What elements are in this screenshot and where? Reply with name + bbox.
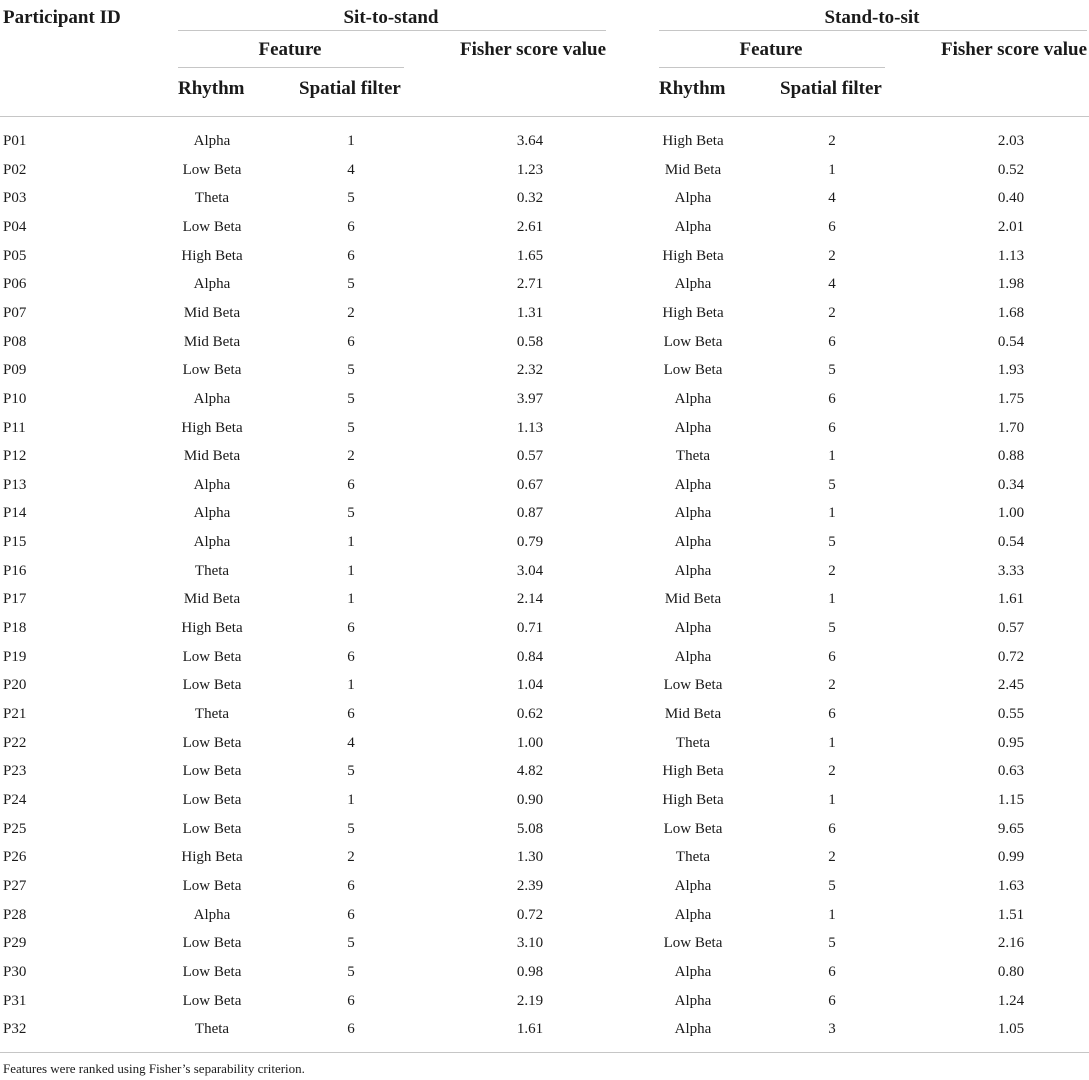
stand-fisher-score-cell: 1.70 xyxy=(997,420,1025,436)
sit-spatial-filter-cell: 2 xyxy=(347,305,355,321)
sit-spatial-filter-cell: 1 xyxy=(347,563,355,579)
sit-fisher-score-cell: 0.32 xyxy=(516,190,544,206)
participant-id-cell: P17 xyxy=(3,591,27,607)
participant-id-cell: P08 xyxy=(3,334,27,350)
stand-fisher-score-cell: 1.93 xyxy=(997,362,1025,378)
stand-spatial-filter-cell: 6 xyxy=(828,821,836,837)
sit-spatial-filter-cell: 6 xyxy=(347,219,355,235)
sit-fisher-score-cell: 2.39 xyxy=(516,878,544,894)
sit-spatial-filter-cell: 5 xyxy=(347,964,355,980)
stand-rhythm-cell: Low Beta xyxy=(663,821,723,837)
stand-fisher-score-cell: 1.63 xyxy=(997,878,1025,894)
sit-rhythm-cell: Theta xyxy=(194,1021,230,1037)
stand-rhythm-cell: Alpha xyxy=(674,219,712,235)
participant-id-cell: P20 xyxy=(3,677,27,693)
participant-id-cell: P01 xyxy=(3,133,27,149)
sit-rhythm-cell: Low Beta xyxy=(182,649,242,665)
stand-spatial-filter-cell: 5 xyxy=(828,362,836,378)
stand-rhythm-cell: High Beta xyxy=(662,248,724,264)
sit-rhythm-cell: Low Beta xyxy=(182,735,242,751)
sit-spatial-filter-cell: 6 xyxy=(347,477,355,493)
stand-fisher-score-cell: 1.68 xyxy=(997,305,1025,321)
participant-id-cell: P15 xyxy=(3,534,27,550)
participant-id-cell: P09 xyxy=(3,362,27,378)
stand-fisher-score-cell: 0.95 xyxy=(997,735,1025,751)
sit-rhythm-cell: Low Beta xyxy=(182,219,242,235)
sit-rhythm-cell: Alpha xyxy=(193,907,231,923)
sit-spatial-filter-cell: 4 xyxy=(347,735,355,751)
sit-rhythm-cell: Low Beta xyxy=(182,792,242,808)
stand-fisher-score-cell: 0.34 xyxy=(997,477,1025,493)
stand-spatial-filter-cell: 4 xyxy=(828,190,836,206)
sit-fisher-score-cell: 4.82 xyxy=(516,763,544,779)
stand-fisher-score-cell: 3.33 xyxy=(997,563,1025,579)
stand-fisher-score-cell: 2.01 xyxy=(997,219,1025,235)
stand-spatial-filter-cell: 2 xyxy=(828,133,836,149)
sit-to-stand-header: Sit-to-stand xyxy=(343,7,439,28)
stand-fisher-score-cell: 1.51 xyxy=(997,907,1025,923)
sit-rhythm-cell: Mid Beta xyxy=(183,591,241,607)
sit-rhythm-cell: Alpha xyxy=(193,133,231,149)
stand-rhythm-cell: Alpha xyxy=(674,420,712,436)
sit-spatial-filter-cell: 1 xyxy=(347,591,355,607)
stand-rhythm-cell: Alpha xyxy=(674,505,712,521)
sit-fisher-score-cell: 2.14 xyxy=(516,591,544,607)
stand-fisher-score-cell: 1.00 xyxy=(997,505,1025,521)
sit-rhythm-cell: Low Beta xyxy=(182,362,242,378)
sit-rhythm-cell: High Beta xyxy=(181,248,243,264)
sit-feature-header: Feature xyxy=(258,39,322,60)
participant-id-cell: P16 xyxy=(3,563,27,579)
sit-fisher-score-cell: 1.30 xyxy=(516,849,544,865)
sit-spatial-filter-cell: 6 xyxy=(347,649,355,665)
sit-spatial-filter-cell: 2 xyxy=(347,448,355,464)
participant-id-cell: P18 xyxy=(3,620,27,636)
stand-rhythm-cell: Mid Beta xyxy=(664,162,722,178)
stand-spatial-filter-cell: 6 xyxy=(828,391,836,407)
sit-fisher-score-cell: 1.04 xyxy=(516,677,544,693)
stand-fisher-score-cell: 1.75 xyxy=(997,391,1025,407)
stand-fisher-score-cell: 1.05 xyxy=(997,1021,1025,1037)
participant-id-cell: P30 xyxy=(3,964,27,980)
sit-rhythm-cell: Mid Beta xyxy=(183,334,241,350)
sit-fisher-score-cell: 0.90 xyxy=(516,792,544,808)
stand-rhythm-cell: Low Beta xyxy=(663,677,723,693)
participant-id-cell: P23 xyxy=(3,763,27,779)
stand-spatial-filter-cell: 6 xyxy=(828,334,836,350)
participant-id-cell: P28 xyxy=(3,907,27,923)
participant-id-cell: P21 xyxy=(3,706,27,722)
stand-spatial-filter-cell: 2 xyxy=(828,763,836,779)
sit-rhythm-cell: Low Beta xyxy=(182,993,242,1009)
stand-spatial-filter-cell: 2 xyxy=(828,248,836,264)
stand-rhythm-cell: Alpha xyxy=(674,620,712,636)
sit-fisher-score-cell: 0.57 xyxy=(516,448,544,464)
table-bottom-rule xyxy=(0,1052,1089,1053)
participant-id-cell: P27 xyxy=(3,878,27,894)
participant-id-cell: P11 xyxy=(3,420,26,436)
sit-spatial-filter-cell: 5 xyxy=(347,276,355,292)
participant-id-cell: P26 xyxy=(3,849,27,865)
stand-spatial-filter-cell: 6 xyxy=(828,706,836,722)
sit-spatial-filter-cell: 1 xyxy=(347,792,355,808)
stand-spatial-filter-cell: 2 xyxy=(828,849,836,865)
stand-spatial-filter-cell: 5 xyxy=(828,620,836,636)
table-footnote: Features were ranked using Fisher’s separability criterion. xyxy=(3,1061,305,1076)
sit-fisher-score-cell: 2.61 xyxy=(516,219,544,235)
sit-spatial-filter-cell: 4 xyxy=(347,162,355,178)
stand-spatial-filter-cell: 5 xyxy=(828,534,836,550)
stand-fisher-score-cell: 2.45 xyxy=(997,677,1025,693)
header-bottom-rule xyxy=(0,116,1089,117)
participant-id-cell: P03 xyxy=(3,190,27,206)
stand-rhythm-cell: Alpha xyxy=(674,563,712,579)
sit-fisher-score-cell: 1.61 xyxy=(516,1021,544,1037)
stand-spatial-filter-cell: 2 xyxy=(828,305,836,321)
stand-feature-rule xyxy=(659,67,885,68)
sit-spatial-filter-cell: 1 xyxy=(347,677,355,693)
sit-spatial-filter-cell: 6 xyxy=(347,878,355,894)
stand-to-sit-header: Stand-to-sit xyxy=(824,7,920,28)
sit-spatial-filter-cell: 6 xyxy=(347,706,355,722)
participant-id-cell: P07 xyxy=(3,305,27,321)
stand-rhythm-cell: High Beta xyxy=(662,305,724,321)
stand-fisher-score-cell: 9.65 xyxy=(997,821,1025,837)
stand-rhythm-cell: Low Beta xyxy=(663,334,723,350)
stand-fisher-score-cell: 0.63 xyxy=(997,763,1025,779)
sit-fisher-header: Fisher score value xyxy=(460,39,606,60)
stand-fisher-score-cell: 0.55 xyxy=(997,706,1025,722)
stand-rhythm-cell: Theta xyxy=(675,735,711,751)
sit-rhythm-cell: High Beta xyxy=(181,849,243,865)
sit-rhythm-cell: Theta xyxy=(194,563,230,579)
participant-id-cell: P25 xyxy=(3,821,27,837)
sit-to-stand-rule xyxy=(178,30,606,31)
sit-fisher-score-cell: 1.13 xyxy=(516,420,544,436)
sit-spatial-filter-cell: 5 xyxy=(347,821,355,837)
stand-spatial-filter-cell: 6 xyxy=(828,219,836,235)
sit-spatial-filter-cell: 5 xyxy=(347,362,355,378)
sit-rhythm-cell: Theta xyxy=(194,706,230,722)
stand-spatial-filter-cell: 1 xyxy=(828,162,836,178)
stand-spatial-filter-header: Spatial filter xyxy=(780,78,882,99)
sit-fisher-score-cell: 0.62 xyxy=(516,706,544,722)
stand-fisher-score-cell: 0.99 xyxy=(997,849,1025,865)
sit-rhythm-cell: Theta xyxy=(194,190,230,206)
participant-id-cell: P05 xyxy=(3,248,27,264)
stand-fisher-score-cell: 1.61 xyxy=(997,591,1025,607)
sit-spatial-filter-cell: 5 xyxy=(347,190,355,206)
stand-rhythm-cell: Low Beta xyxy=(663,362,723,378)
stand-rhythm-cell: Mid Beta xyxy=(664,706,722,722)
sit-fisher-score-cell: 0.87 xyxy=(516,505,544,521)
participant-id-cell: P19 xyxy=(3,649,27,665)
stand-spatial-filter-cell: 5 xyxy=(828,878,836,894)
sit-spatial-filter-cell: 5 xyxy=(347,505,355,521)
sit-spatial-filter-cell: 5 xyxy=(347,763,355,779)
stand-to-sit-rule xyxy=(659,30,1087,31)
stand-spatial-filter-cell: 6 xyxy=(828,964,836,980)
stand-rhythm-cell: Alpha xyxy=(674,391,712,407)
stand-rhythm-cell: Alpha xyxy=(674,964,712,980)
sit-rhythm-cell: Mid Beta xyxy=(183,305,241,321)
sit-fisher-score-cell: 1.00 xyxy=(516,735,544,751)
stand-spatial-filter-cell: 1 xyxy=(828,448,836,464)
stand-spatial-filter-cell: 5 xyxy=(828,477,836,493)
stand-rhythm-cell: Alpha xyxy=(674,993,712,1009)
participant-id-cell: P31 xyxy=(3,993,27,1009)
stand-fisher-score-cell: 0.52 xyxy=(997,162,1025,178)
stand-rhythm-header: Rhythm xyxy=(659,78,726,99)
stand-fisher-score-cell: 0.80 xyxy=(997,964,1025,980)
stand-fisher-score-cell: 1.15 xyxy=(997,792,1025,808)
stand-rhythm-cell: Mid Beta xyxy=(664,591,722,607)
sit-fisher-score-cell: 0.84 xyxy=(516,649,544,665)
sit-spatial-filter-cell: 6 xyxy=(347,1021,355,1037)
sit-rhythm-cell: Low Beta xyxy=(182,935,242,951)
sit-rhythm-cell: Low Beta xyxy=(182,162,242,178)
sit-spatial-filter-cell: 1 xyxy=(347,534,355,550)
sit-fisher-score-cell: 0.71 xyxy=(516,620,544,636)
stand-fisher-score-cell: 0.88 xyxy=(997,448,1025,464)
participant-id-cell: P10 xyxy=(3,391,27,407)
sit-rhythm-cell: Low Beta xyxy=(182,821,242,837)
stand-fisher-score-cell: 1.98 xyxy=(997,276,1025,292)
stand-fisher-score-cell: 2.16 xyxy=(997,935,1025,951)
sit-spatial-filter-cell: 1 xyxy=(347,133,355,149)
stand-rhythm-cell: Alpha xyxy=(674,649,712,665)
sit-rhythm-cell: Alpha xyxy=(193,391,231,407)
sit-fisher-score-cell: 0.98 xyxy=(516,964,544,980)
sit-fisher-score-cell: 1.65 xyxy=(516,248,544,264)
stand-rhythm-cell: Theta xyxy=(675,849,711,865)
stand-fisher-header: Fisher score value xyxy=(941,39,1087,60)
sit-rhythm-header: Rhythm xyxy=(178,78,245,99)
sit-spatial-filter-cell: 5 xyxy=(347,935,355,951)
stand-rhythm-cell: High Beta xyxy=(662,792,724,808)
stand-rhythm-cell: Theta xyxy=(675,448,711,464)
sit-fisher-score-cell: 3.97 xyxy=(516,391,544,407)
stand-rhythm-cell: Alpha xyxy=(674,190,712,206)
stand-fisher-score-cell: 1.24 xyxy=(997,993,1025,1009)
stand-fisher-score-cell: 1.13 xyxy=(997,248,1025,264)
sit-rhythm-cell: Low Beta xyxy=(182,964,242,980)
stand-fisher-score-cell: 0.54 xyxy=(997,534,1025,550)
participant-id-cell: P04 xyxy=(3,219,27,235)
participant-id-cell: P29 xyxy=(3,935,27,951)
stand-spatial-filter-cell: 6 xyxy=(828,993,836,1009)
stand-rhythm-cell: Alpha xyxy=(674,907,712,923)
stand-rhythm-cell: High Beta xyxy=(662,133,724,149)
stand-spatial-filter-cell: 5 xyxy=(828,935,836,951)
sit-spatial-filter-cell: 6 xyxy=(347,248,355,264)
stand-rhythm-cell: High Beta xyxy=(662,763,724,779)
stand-spatial-filter-cell: 3 xyxy=(828,1021,836,1037)
stand-rhythm-cell: Alpha xyxy=(674,534,712,550)
sit-rhythm-cell: Alpha xyxy=(193,477,231,493)
sit-spatial-filter-cell: 6 xyxy=(347,334,355,350)
sit-fisher-score-cell: 0.67 xyxy=(516,477,544,493)
sit-fisher-score-cell: 2.32 xyxy=(516,362,544,378)
sit-rhythm-cell: Alpha xyxy=(193,505,231,521)
sit-rhythm-cell: High Beta xyxy=(181,620,243,636)
stand-fisher-score-cell: 0.54 xyxy=(997,334,1025,350)
stand-rhythm-cell: Alpha xyxy=(674,276,712,292)
participant-id-cell: P32 xyxy=(3,1021,27,1037)
sit-spatial-filter-cell: 5 xyxy=(347,391,355,407)
sit-spatial-filter-cell: 5 xyxy=(347,420,355,436)
sit-fisher-score-cell: 5.08 xyxy=(516,821,544,837)
sit-fisher-score-cell: 3.04 xyxy=(516,563,544,579)
stand-spatial-filter-cell: 1 xyxy=(828,792,836,808)
stand-spatial-filter-cell: 1 xyxy=(828,907,836,923)
sit-fisher-score-cell: 2.71 xyxy=(516,276,544,292)
sit-feature-rule xyxy=(178,67,404,68)
stand-fisher-score-cell: 2.03 xyxy=(997,133,1025,149)
participant-id-cell: P22 xyxy=(3,735,27,751)
sit-fisher-score-cell: 3.64 xyxy=(516,133,544,149)
sit-fisher-score-cell: 2.19 xyxy=(516,993,544,1009)
stand-spatial-filter-cell: 6 xyxy=(828,649,836,665)
participant-id-cell: P24 xyxy=(3,792,27,808)
stand-fisher-score-cell: 0.72 xyxy=(997,649,1025,665)
participant-id-cell: P13 xyxy=(3,477,27,493)
sit-fisher-score-cell: 1.23 xyxy=(516,162,544,178)
sit-spatial-filter-cell: 2 xyxy=(347,849,355,865)
sit-rhythm-cell: Mid Beta xyxy=(183,448,241,464)
sit-rhythm-cell: High Beta xyxy=(181,420,243,436)
sit-spatial-filter-cell: 6 xyxy=(347,993,355,1009)
sit-rhythm-cell: Low Beta xyxy=(182,677,242,693)
sit-fisher-score-cell: 1.31 xyxy=(516,305,544,321)
stand-spatial-filter-cell: 1 xyxy=(828,735,836,751)
sit-spatial-filter-cell: 6 xyxy=(347,620,355,636)
sit-rhythm-cell: Low Beta xyxy=(182,763,242,779)
stand-spatial-filter-cell: 1 xyxy=(828,505,836,521)
participant-id-cell: P06 xyxy=(3,276,27,292)
sit-spatial-filter-header: Spatial filter xyxy=(299,78,401,99)
stand-spatial-filter-cell: 6 xyxy=(828,420,836,436)
stand-spatial-filter-cell: 2 xyxy=(828,563,836,579)
sit-fisher-score-cell: 0.72 xyxy=(516,907,544,923)
participant-id-cell: P02 xyxy=(3,162,27,178)
stand-spatial-filter-cell: 2 xyxy=(828,677,836,693)
stand-fisher-score-cell: 0.57 xyxy=(997,620,1025,636)
sit-rhythm-cell: Low Beta xyxy=(182,878,242,894)
stand-rhythm-cell: Alpha xyxy=(674,477,712,493)
stand-rhythm-cell: Low Beta xyxy=(663,935,723,951)
sit-fisher-score-cell: 0.79 xyxy=(516,534,544,550)
stand-feature-header: Feature xyxy=(739,39,803,60)
sit-rhythm-cell: Alpha xyxy=(193,534,231,550)
stand-rhythm-cell: Alpha xyxy=(674,1021,712,1037)
stand-rhythm-cell: Alpha xyxy=(674,878,712,894)
sit-spatial-filter-cell: 6 xyxy=(347,907,355,923)
sit-fisher-score-cell: 0.58 xyxy=(516,334,544,350)
stand-spatial-filter-cell: 1 xyxy=(828,591,836,607)
participant-id-cell: P12 xyxy=(3,448,27,464)
stand-fisher-score-cell: 0.40 xyxy=(997,190,1025,206)
sit-fisher-score-cell: 3.10 xyxy=(516,935,544,951)
participant-id-header: Participant ID xyxy=(3,7,121,28)
participant-id-cell: P14 xyxy=(3,505,27,521)
sit-rhythm-cell: Alpha xyxy=(193,276,231,292)
stand-spatial-filter-cell: 4 xyxy=(828,276,836,292)
